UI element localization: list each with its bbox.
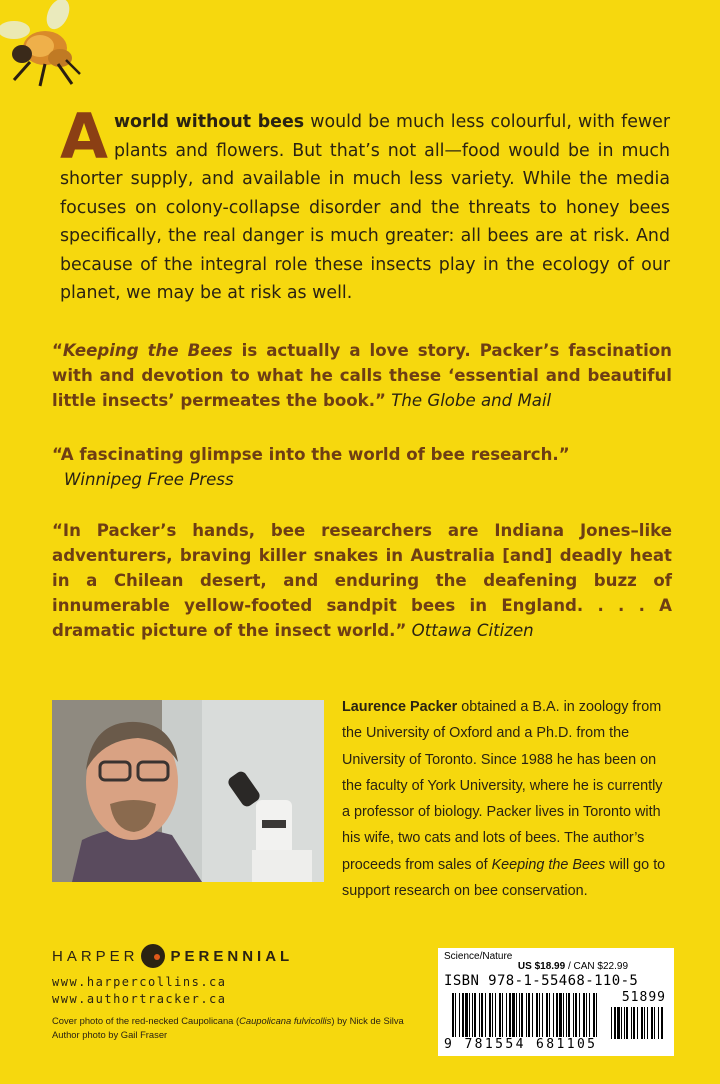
isbn: ISBN 978-1-55468-110-5 (444, 973, 639, 989)
quote-ottawa-citizen (52, 518, 672, 643)
drop-cap: A (60, 100, 108, 173)
bio-book-title: Keeping the Bees (491, 856, 606, 873)
quote-open-mark: “ (52, 341, 63, 360)
species-name: Caupolicana fulvicollis (239, 1015, 332, 1026)
publisher-logo (52, 943, 293, 969)
author-name: Laurence Packer (342, 699, 458, 715)
authortracker-url[interactable]: www.authortracker.ca (52, 992, 227, 1006)
quote-source: Ottawa Citizen (406, 621, 534, 640)
price-can: / CAN $22.99 (565, 961, 628, 972)
quote-source: The Globe and Mail (385, 391, 552, 410)
intro-lead: world without bees (113, 112, 305, 132)
book-category: Science/Nature (444, 951, 513, 962)
barcode-number: 9 781554 681105 (444, 1037, 598, 1052)
author-photo-credit: Author photo by Gail Fraser (52, 1029, 168, 1040)
quote-body: “In Packer’s hands, bee researchers are Indiana Jones–like adventurers, braving killer snakes in Australia [and] deadly heat in a Chilean desert, and enduring the deafening buzz of innumerable yellow-footed sandpit bees in England. . . . A dramatic picture of the insect world.” (52, 521, 672, 640)
quote-book-title: Keeping the Bees (62, 341, 233, 360)
barcode-box (438, 948, 674, 1056)
quote-winnipeg-free-press (52, 442, 672, 492)
bio-text-2: will go to support research on bee conservation. (342, 856, 666, 900)
intro-text: would be much less colourful, with fewer plants and flowers. But that’s not all—food would be in much shorter supply, and available in much less variety. While the media focuses on colony-collapse disorder and the threats to honey bees specifically, the real danger is much greater: all bees are at risk. And because of the integral role these insects play in the ecology of our planet, we may be at risk as well. (60, 112, 670, 303)
bee-illustration (0, 0, 90, 100)
author-photo (52, 700, 324, 882)
quote-source: Winnipeg Free Press (64, 470, 234, 489)
publisher-harper: HARPER (52, 947, 139, 965)
quote-body: is actually a love story. Packer’s fascination with and devotion to what he calls these ‘essential and beautiful little insects’ permeates the book.” (52, 341, 672, 410)
publisher-perennial: PERENNIAL (170, 947, 294, 965)
publisher-url[interactable]: www.harpercollins.ca (52, 975, 227, 989)
bio-text-1: obtained a B.A. in zoology from the University of Oxford and a Ph.D. from the University of Toronto. Since 1988 he has been on the faculty of York University, where he is currently a professor of biology. Packer lives in Toronto with his wife, two cats and lots of bees. The author’s proceeds from sales of (342, 699, 663, 873)
author-bio (342, 694, 674, 904)
price-us: US $18.99 (517, 961, 566, 972)
intro-paragraph (60, 100, 670, 308)
cover-photo-credit (52, 1015, 404, 1026)
book-price (444, 961, 668, 972)
barcode-addon-number: 51899 (621, 990, 666, 1005)
quote-globe-and-mail (52, 338, 672, 413)
quote-body: “A fascinating glimpse into the world of bee research.” (52, 445, 570, 464)
credit-text: ) by Nick de Silva (331, 1015, 404, 1026)
credit-text: Cover photo of the red-necked Caupolicana ( (52, 1015, 240, 1026)
perennial-logo-icon (141, 944, 165, 968)
